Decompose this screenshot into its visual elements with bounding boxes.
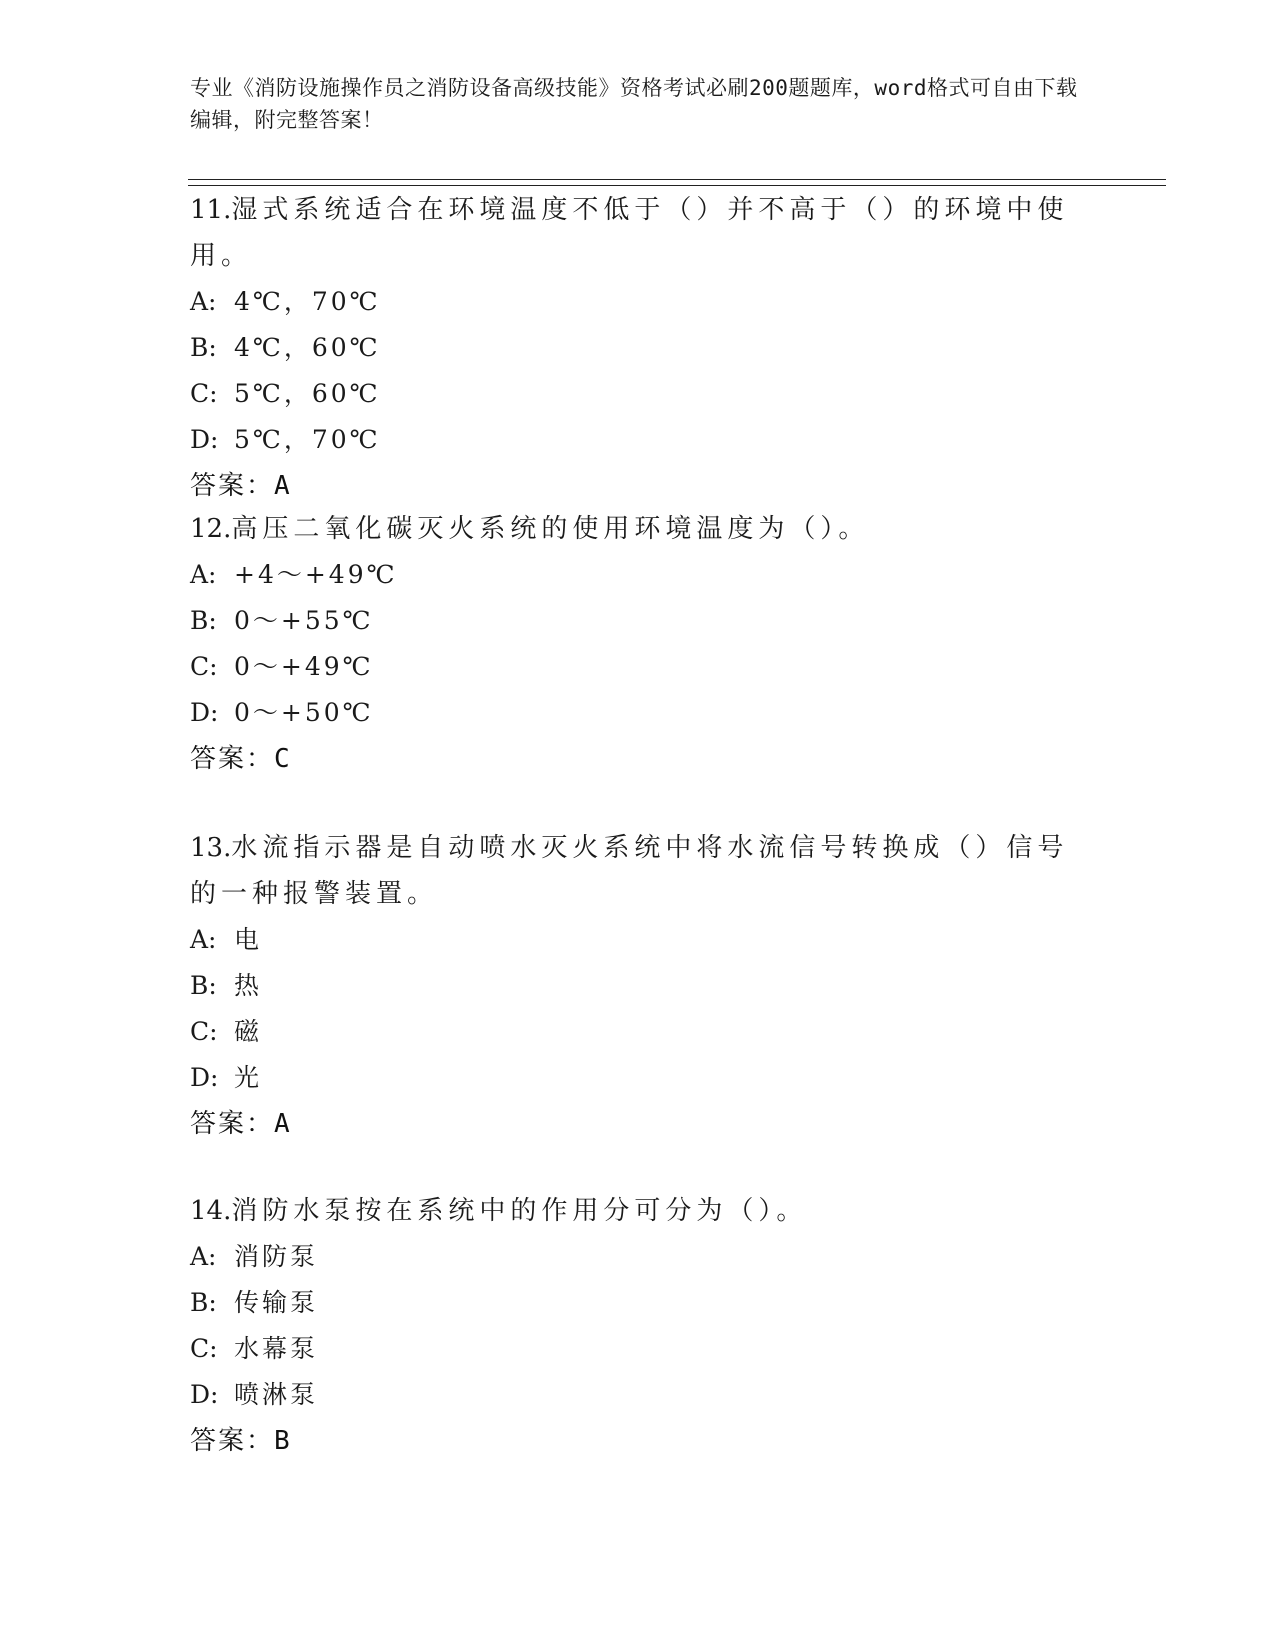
option-key: A: bbox=[190, 925, 217, 954]
option-text: 0～+55℃ bbox=[234, 606, 374, 635]
option-text: 光 bbox=[234, 1063, 263, 1092]
option-key: C: bbox=[190, 1334, 218, 1363]
question-number: 12. bbox=[190, 514, 232, 544]
option-b bbox=[190, 325, 1090, 371]
question-stem bbox=[190, 187, 1090, 279]
answer-label: 答案： bbox=[190, 1426, 275, 1456]
option-d bbox=[190, 1055, 1090, 1101]
answer-label: 答案： bbox=[190, 1109, 275, 1139]
option-c bbox=[190, 371, 1090, 417]
question-text: 水流指示器是自动喷水灭火系统中将水流信号转换成（）信号的一种报警装置。 bbox=[190, 833, 1069, 909]
answer-line bbox=[190, 1101, 1090, 1147]
question-11 bbox=[190, 187, 1090, 509]
option-d bbox=[190, 417, 1090, 463]
answer-value: A bbox=[274, 1109, 290, 1139]
option-c bbox=[190, 644, 1090, 690]
answer-value: A bbox=[274, 471, 290, 501]
question-number: 14. bbox=[190, 1196, 232, 1226]
question-text: 高压二氧化碳灭火系统的使用环境温度为（）。 bbox=[231, 514, 870, 544]
option-b bbox=[190, 963, 1090, 1009]
option-text: 4℃，70℃ bbox=[234, 287, 381, 316]
option-text: 5℃，70℃ bbox=[234, 425, 381, 454]
option-b bbox=[190, 1280, 1090, 1326]
option-d bbox=[190, 690, 1090, 736]
option-key: C: bbox=[190, 1017, 218, 1046]
option-key: C: bbox=[190, 652, 218, 681]
option-text: 5℃，60℃ bbox=[234, 379, 381, 408]
answer-value: C bbox=[274, 744, 290, 774]
answer-label: 答案： bbox=[190, 471, 275, 501]
option-b bbox=[190, 598, 1090, 644]
option-d bbox=[190, 1372, 1090, 1418]
option-text: 消防泵 bbox=[234, 1242, 319, 1271]
option-a bbox=[190, 1234, 1090, 1280]
option-key: C: bbox=[190, 379, 218, 408]
answer-value: B bbox=[274, 1426, 290, 1456]
option-key: A: bbox=[190, 560, 217, 589]
question-14 bbox=[190, 1188, 1090, 1464]
question-13 bbox=[190, 825, 1090, 1147]
question-stem bbox=[190, 506, 1090, 552]
header-divider-top bbox=[188, 179, 1166, 180]
option-key: D: bbox=[190, 1380, 219, 1409]
option-key: D: bbox=[190, 425, 219, 454]
option-a bbox=[190, 279, 1090, 325]
question-stem bbox=[190, 825, 1090, 917]
question-text: 消防水泵按在系统中的作用分可分为（）。 bbox=[231, 1196, 808, 1226]
answer-line bbox=[190, 736, 1090, 782]
option-a bbox=[190, 552, 1090, 598]
option-text: 磁 bbox=[234, 1017, 263, 1046]
option-text: 0～+49℃ bbox=[234, 652, 374, 681]
option-key: D: bbox=[190, 698, 219, 727]
option-text: 水幕泵 bbox=[234, 1334, 319, 1363]
option-c bbox=[190, 1009, 1090, 1055]
option-key: A: bbox=[190, 287, 217, 316]
option-key: B: bbox=[190, 971, 217, 1000]
option-text: 电 bbox=[234, 925, 263, 954]
option-key: B: bbox=[190, 1288, 217, 1317]
option-key: D: bbox=[190, 1063, 219, 1092]
document-header: 专业《消防设施操作员之消防设备高级技能》资格考试必刷200题题库，word格式可自由下载编辑，附完整答案！ bbox=[190, 76, 1078, 132]
option-text: 0～+50℃ bbox=[234, 698, 374, 727]
header-divider-bottom bbox=[188, 185, 1166, 186]
answer-line bbox=[190, 1418, 1090, 1464]
question-text: 湿式系统适合在环境温度不低于（）并不高于（）的环境中使用。 bbox=[190, 195, 1069, 271]
question-12 bbox=[190, 506, 1090, 782]
option-text: 喷淋泵 bbox=[234, 1380, 319, 1409]
option-c bbox=[190, 1326, 1090, 1372]
option-key: B: bbox=[190, 606, 217, 635]
option-text: 传输泵 bbox=[234, 1288, 319, 1317]
option-text: +4～+49℃ bbox=[234, 560, 398, 589]
option-key: A: bbox=[190, 1242, 217, 1271]
option-text: 4℃，60℃ bbox=[234, 333, 381, 362]
option-a bbox=[190, 917, 1090, 963]
option-key: B: bbox=[190, 333, 217, 362]
option-text: 热 bbox=[234, 971, 263, 1000]
answer-line bbox=[190, 463, 1090, 509]
question-stem bbox=[190, 1188, 1090, 1234]
answer-label: 答案： bbox=[190, 744, 275, 774]
question-number: 13. bbox=[190, 833, 232, 863]
question-number: 11. bbox=[190, 195, 232, 225]
